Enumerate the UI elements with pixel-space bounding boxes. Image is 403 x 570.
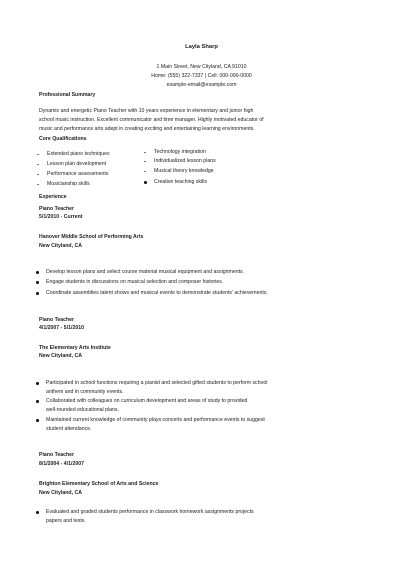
job-bullet: Participated in school functions requiring a pianist and selected gifted students to perform school: [46, 380, 268, 386]
job-dates: 8/1/2004 - 4/1/2007: [39, 461, 84, 467]
job-title: Piano Teacher: [39, 317, 75, 323]
summary-heading: Professional Summary: [39, 92, 96, 98]
job-title: Piano Teacher: [39, 206, 75, 212]
summary-line: Dynamic and energetic Piano Teacher with 10 years experience in elementary and junior high: [39, 108, 254, 114]
qualification-item: Individualized lesson plans: [154, 158, 216, 164]
job-dates: 4/1/2007 - 5/1/2010: [39, 325, 84, 331]
qualification-item: Performance assessments: [47, 171, 109, 177]
job-location: New Cityland, CA: [39, 353, 82, 359]
qualification-item: Extended piano techniques: [47, 151, 110, 157]
job-bullet: Engage students in discussions on musical selection and composer histories.: [46, 279, 224, 285]
job-title: Piano Teacher: [39, 452, 75, 458]
job-location: New Cityland, CA: [39, 490, 82, 496]
summary-line: music and performance arts adept in creating exciting and entertaining learning environments.: [39, 126, 255, 132]
job-location: New Cityland, CA: [39, 243, 82, 249]
qualification-item: Creative teaching skills: [154, 179, 208, 185]
job-dates: 5/1/2010 - Current: [39, 214, 83, 220]
qualifications-heading: Core Qualifications: [39, 136, 87, 142]
job-bullet-continued: well-rounded educational plans.: [46, 407, 119, 413]
experience-heading: Experience: [39, 194, 67, 200]
qualification-item: Musicianship skills: [47, 181, 90, 187]
job-employer: Brighton Elementary School of Arts and Science: [39, 481, 159, 487]
job-bullet: Evaluated and graded students performance in classwork homework assignments projects: [46, 509, 254, 515]
email: example-email@example.com: [166, 82, 237, 88]
job-bullet-continued: student attendance.: [46, 426, 92, 432]
candidate-name: Layla Sharp: [185, 44, 218, 50]
phone-numbers: Home: (555) 322-7337 | Cell: 000-000-0000: [151, 73, 252, 79]
job-bullet: Collaborated with colleagues on curriculum development and areas of study to provided: [46, 398, 248, 404]
job-bullet: Coordinate assemblies talent shows and musical events to demonstrate students' achievements.: [46, 290, 268, 296]
job-employer: The Elementary Arts Institute: [39, 345, 111, 351]
job-bullet: Maintained current knowledge of community plays concerts and performance events to suggest: [46, 417, 265, 423]
address: 1 Main Street, New Cityland, CA 91010: [156, 64, 247, 70]
qualification-item: Technology integration: [154, 149, 206, 155]
qualification-item: Lesson plan development: [47, 161, 107, 167]
job-bullet-continued: anthem and in community events.: [46, 389, 124, 395]
qualification-item: Musical theory knowledge: [154, 168, 214, 174]
summary-line: school music instruction. Excellent communicator and time manager. Highly motivated educator of: [39, 117, 264, 123]
job-bullet-continued: papers and tests.: [46, 518, 86, 524]
job-employer: Hanover Middle School of Performing Arts: [39, 234, 144, 240]
job-bullet: Develop lesson plans and select course material musical equipment and assignments.: [46, 269, 245, 275]
